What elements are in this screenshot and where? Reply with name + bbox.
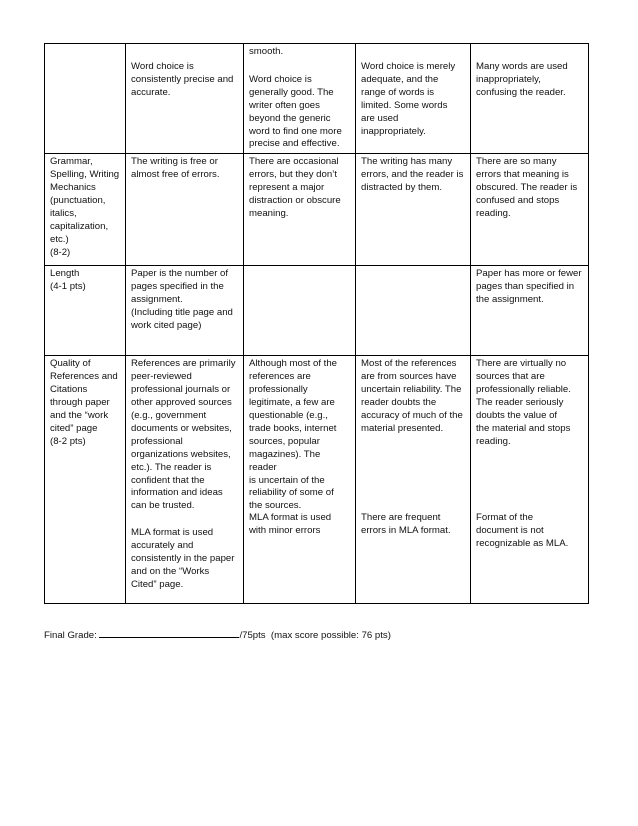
cell-text: Word choice is consistently precise and accurate.: [131, 61, 234, 98]
rating-cell-poor: [471, 44, 589, 154]
cell-text-mla: Format of the document is not recognizable as MLA.: [476, 512, 569, 550]
cell-text-mla: There are frequent errors in MLA format.: [361, 512, 451, 537]
cell-text: Many words are used inappropriately, confusing the reader.: [476, 61, 568, 98]
rating-cell-fair: [356, 44, 471, 154]
rating-cell-excellent: Paper is the number of pages specified in the assignment. (Including title page and work cited page): [126, 266, 244, 356]
rating-cell-excellent: The writing is free or almost free of errors.: [126, 154, 244, 266]
cell-text: There are virtually no sources that are professionally reliable. The reader seriously doubts the value of the material and stops reading.: [476, 358, 571, 447]
cell-text-top: smooth.: [249, 46, 284, 57]
cell-text: Word choice is generally good. The writer often goes beyond the generic word to find one more precise and effective.: [249, 73, 342, 150]
rating-cell-good: [244, 266, 356, 356]
rubric-row-word-choice: [45, 44, 589, 154]
final-grade-blank: [99, 627, 239, 638]
final-grade-line: [44, 627, 391, 641]
rating-cell-good: [244, 356, 356, 604]
rubric-row-grammar: [45, 154, 589, 266]
final-grade-suffix: /75pts (max score possible: 76 pts): [239, 630, 391, 641]
rating-cell-excellent: [126, 356, 244, 604]
cell-text: Although most of the references are professionally legitimate, a few are questionable (e.g., trade books, internet sources, popular magazines). The reader is uncertain of the reliability of some of the sources.: [249, 358, 337, 512]
cell-text-mla: MLA format is used with minor errors: [249, 512, 332, 537]
rating-cell-good: [244, 44, 356, 154]
final-grade-label: Final Grade:: [44, 630, 100, 641]
rubric-row-length: [45, 266, 589, 356]
criterion-cell: Length (4-1 pts): [45, 266, 126, 356]
rubric-row-references: [45, 356, 589, 604]
rating-cell-good: There are occasional errors, but they don’t represent a major distraction or obscure meaning.: [244, 154, 356, 266]
rating-cell-fair: The writing has many errors, and the reader is distracted by them.: [356, 154, 471, 266]
cell-text: Word choice is merely adequate, and the range of words is limited. Some words are used inappropriately.: [361, 61, 456, 137]
criterion-cell: Grammar, Spelling, Writing Mechanics (punctuation, italics, capitalization, etc.) (8-2): [45, 154, 126, 266]
rating-cell-poor: [471, 356, 589, 604]
rating-cell-poor: Paper has more or fewer pages than specified in the assignment.: [471, 266, 589, 356]
rating-cell-excellent: [126, 44, 244, 154]
cell-text-mla: MLA format is used accurately and consistently in the paper and on the “Works Cited” page.: [131, 527, 235, 590]
criterion-cell: Quality of References and Citations through paper and the “work cited” page (8-2 pts): [45, 356, 126, 604]
rating-cell-poor: There are so many errors that meaning is obscured. The reader is confused and stops reading.: [471, 154, 589, 266]
criterion-cell: [45, 44, 126, 154]
cell-text: Most of the references are from sources have uncertain reliability. The reader doubts the accuracy of much of the material presented.: [361, 358, 463, 434]
rating-cell-fair: [356, 266, 471, 356]
rubric-table: [44, 43, 589, 604]
rating-cell-fair: [356, 356, 471, 604]
cell-text: References are primarily peer-reviewed professional journals or other approved sources (e.g., government documents or websites, professional organizations websites, etc.). The reader is confident that the information and ideas can be trusted.: [131, 358, 236, 512]
